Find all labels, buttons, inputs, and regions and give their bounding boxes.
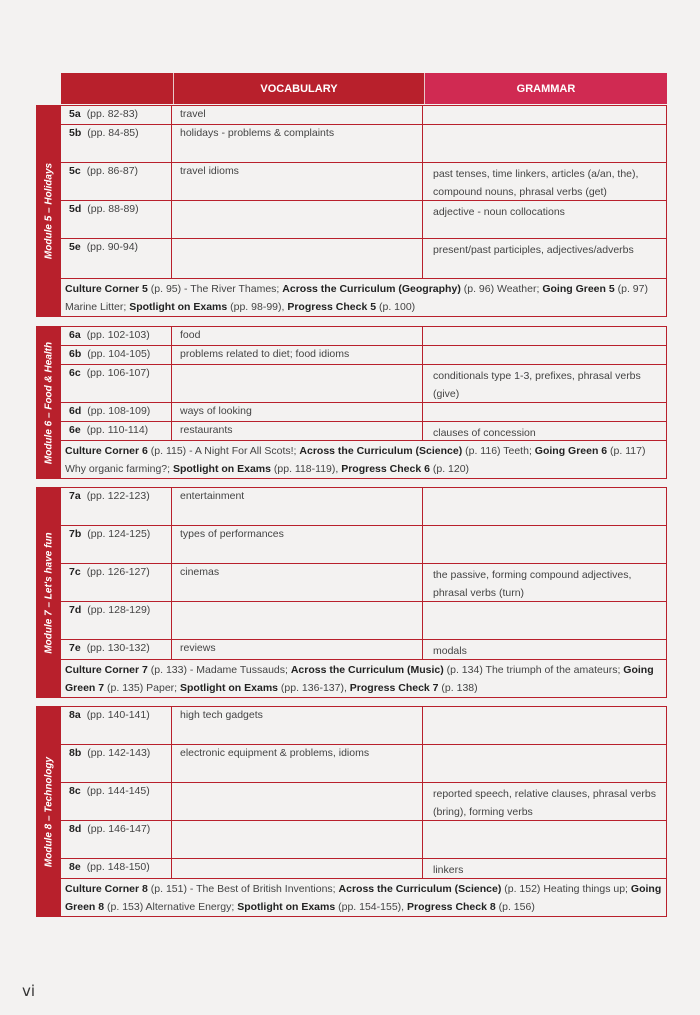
table-row — [61, 640, 667, 660]
unit-cell — [61, 106, 172, 124]
table-row — [61, 403, 667, 422]
page-number: vi — [22, 982, 36, 1000]
grammar-cell — [423, 707, 667, 744]
vocabulary-cell: reviews — [172, 640, 423, 659]
culture-heading: Culture Corner 7 — [65, 664, 148, 676]
culture-text: (p. 100) — [376, 301, 416, 313]
vocabulary-cell: travel idioms — [172, 163, 423, 200]
table-row — [61, 602, 667, 640]
table-row — [61, 105, 667, 125]
grammar-cell — [423, 327, 667, 345]
unit-pages: (pp. 148-150) — [86, 861, 150, 873]
table-row — [61, 346, 667, 365]
unit-pages: (pp. 90-94) — [86, 241, 139, 253]
vocabulary-cell — [172, 602, 423, 639]
culture-text: (p. 153) Alternative Energy; — [104, 901, 238, 913]
vocabulary-cell: restaurants — [172, 422, 423, 440]
module-table — [61, 105, 667, 317]
culture-heading: Going Green 7 — [65, 664, 654, 694]
table-row — [61, 239, 667, 279]
table-row — [61, 326, 667, 346]
unit-label: 5b — [69, 127, 82, 139]
grammar-cell: modals — [423, 640, 667, 659]
grammar-cell: linkers — [423, 859, 667, 878]
culture-text: (p. 115) - A Night For All Scots!; — [147, 445, 300, 457]
culture-heading: Spotlight on Exams — [237, 901, 336, 913]
vocabulary-cell — [172, 859, 423, 878]
table-row — [61, 783, 667, 821]
unit-label: 8d — [69, 823, 82, 835]
vocabulary-cell — [172, 365, 423, 402]
table-row — [61, 859, 667, 879]
unit-cell — [61, 745, 172, 782]
culture-text: (pp. 154-155), — [335, 901, 407, 913]
grammar-cell — [423, 745, 667, 782]
unit-cell — [61, 526, 172, 563]
unit-cell — [61, 640, 172, 659]
grammar-cell — [423, 106, 667, 124]
unit-pages: (pp. 122-123) — [86, 490, 150, 502]
unit-cell — [61, 422, 172, 440]
table-row — [61, 564, 667, 602]
unit-pages: (pp. 82-83) — [86, 108, 139, 120]
culture-heading: Going Green 8 — [65, 883, 662, 913]
vocabulary-cell — [172, 239, 423, 278]
table-row — [61, 422, 667, 441]
unit-label: 8a — [69, 709, 81, 721]
unit-cell — [61, 707, 172, 744]
unit-pages: (pp. 124-125) — [87, 528, 151, 540]
module-title: Module 6 – Food & Health — [43, 341, 54, 464]
unit-pages: (pp. 128-129) — [87, 604, 151, 616]
unit-cell — [61, 859, 172, 878]
table-header — [61, 73, 667, 104]
vocabulary-cell — [172, 821, 423, 858]
culture-heading: Progress Check 5 — [287, 301, 377, 313]
culture-heading: Culture Corner 8 — [65, 883, 148, 895]
vocabulary-cell: types of performances — [172, 526, 423, 563]
unit-pages: (pp. 140-141) — [86, 709, 150, 721]
unit-pages: (pp. 146-147) — [87, 823, 151, 835]
grammar-cell: clauses of concession — [423, 422, 667, 440]
table-row — [61, 487, 667, 526]
unit-cell — [61, 125, 172, 162]
culture-text: (pp. 136-137), — [278, 682, 350, 694]
unit-label: 5c — [69, 165, 81, 177]
unit-cell — [61, 564, 172, 601]
culture-corner-row — [61, 279, 667, 316]
unit-pages: (pp. 144-145) — [86, 785, 150, 797]
module-table — [61, 487, 667, 698]
culture-heading: Across the Curriculum (Geography) — [282, 283, 461, 295]
culture-corner-row — [61, 879, 667, 916]
unit-cell — [61, 403, 172, 421]
unit-cell — [61, 163, 172, 200]
culture-heading: Across the Curriculum (Science) — [299, 445, 463, 457]
unit-label: 5d — [69, 203, 82, 215]
culture-heading: Culture Corner 5 — [65, 283, 148, 295]
vocabulary-cell: travel — [172, 106, 423, 124]
culture-corner-row — [61, 660, 667, 697]
module-table — [61, 326, 667, 479]
table-row — [61, 526, 667, 564]
culture-heading: Culture Corner 6 — [65, 445, 148, 457]
table-row — [61, 821, 667, 859]
vocabulary-cell: food — [172, 327, 423, 345]
unit-pages: (pp. 84-85) — [87, 127, 139, 139]
culture-text: (pp. 98-99), — [227, 301, 288, 313]
unit-pages: (pp. 108-109) — [87, 405, 151, 417]
vocabulary-cell: problems related to diet; food idioms — [172, 346, 423, 364]
module-title: Module 5 – Holidays — [43, 162, 54, 260]
unit-label: 6b — [69, 348, 82, 360]
grammar-cell — [423, 526, 667, 563]
vocabulary-cell — [172, 201, 423, 238]
vocabulary-cell — [172, 783, 423, 820]
unit-cell — [61, 488, 172, 525]
unit-cell — [61, 821, 172, 858]
unit-cell — [61, 365, 172, 402]
unit-pages: (pp. 104-105) — [87, 348, 151, 360]
grammar-cell — [423, 403, 667, 421]
culture-text: (p. 97) Marine Litter; — [65, 283, 648, 313]
unit-cell — [61, 327, 172, 345]
vocabulary-cell: cinemas — [172, 564, 423, 601]
grammar-cell: past tenses, time linkers, articles (a/an, the), compound nouns, phrasal verbs (get) — [423, 163, 667, 200]
vocabulary-cell: holidays - problems & complaints — [172, 125, 423, 162]
unit-label: 5e — [69, 241, 81, 253]
unit-label: 8e — [69, 861, 81, 873]
grammar-cell — [423, 602, 667, 639]
culture-heading: Across the Curriculum (Music) — [290, 664, 444, 676]
unit-label: 6a — [69, 329, 81, 341]
culture-text: (p. 116) Teeth; — [462, 445, 535, 457]
unit-pages: (pp. 106-107) — [86, 367, 150, 379]
culture-heading: Going Green 6 — [534, 445, 608, 457]
vocabulary-cell: electronic equipment & problems, idioms — [172, 745, 423, 782]
module-title: Module 8 – Technology — [43, 756, 54, 867]
unit-pages: (pp. 110-114) — [86, 424, 149, 436]
culture-text: (p. 120) — [429, 463, 470, 475]
culture-text: (p. 133) - Madame Tussauds; — [147, 664, 291, 676]
unit-pages: (pp. 126-127) — [86, 566, 150, 578]
table-row — [61, 125, 667, 163]
culture-text: (p. 134) The triumph of the amateurs; — [443, 664, 624, 676]
unit-cell — [61, 239, 172, 278]
header-blank-cell — [61, 73, 174, 104]
culture-text: (p. 96) Weather; — [460, 283, 543, 295]
culture-heading: Progress Check 7 — [349, 682, 439, 694]
module-title: Module 7 – Let's have fun — [43, 531, 54, 654]
culture-heading: Spotlight on Exams — [129, 301, 228, 313]
table-row — [61, 201, 667, 239]
unit-label: 6c — [69, 367, 81, 379]
unit-label: 8b — [69, 747, 82, 759]
unit-pages: (pp. 130-132) — [86, 642, 150, 654]
culture-text: (p. 138) — [438, 682, 478, 694]
culture-heading: Spotlight on Exams — [172, 463, 271, 475]
culture-heading: Progress Check 6 — [341, 463, 430, 475]
module-table — [61, 706, 667, 917]
vocabulary-cell: entertainment — [172, 488, 423, 525]
module-side-label — [36, 105, 61, 317]
culture-heading: Progress Check 8 — [407, 901, 496, 913]
unit-label: 7b — [69, 528, 82, 540]
culture-text: (pp. 118-119), — [270, 463, 342, 475]
grammar-cell — [423, 488, 667, 525]
unit-cell — [61, 602, 172, 639]
culture-text: (p. 156) — [495, 901, 535, 913]
unit-label: 7d — [69, 604, 82, 616]
grammar-cell: reported speech, relative clauses, phrasal verbs (bring), forming verbs — [423, 783, 667, 820]
unit-pages: (pp. 102-103) — [86, 329, 150, 341]
unit-cell — [61, 346, 172, 364]
table-row — [61, 745, 667, 783]
unit-label: 8c — [69, 785, 81, 797]
unit-label: 7c — [69, 566, 81, 578]
culture-text: (p. 152) Heating things up; — [501, 883, 631, 895]
module-section — [36, 706, 667, 917]
module-section — [36, 487, 667, 698]
grammar-cell — [423, 821, 667, 858]
culture-heading: Going Green 5 — [542, 283, 615, 295]
culture-text: (p. 95) - The River Thames; — [147, 283, 283, 295]
culture-text: (p. 135) Paper; — [104, 682, 180, 694]
grammar-cell: adjective - noun collocations — [423, 201, 667, 238]
module-side-label — [36, 487, 61, 698]
culture-heading: Across the Curriculum (Science) — [338, 883, 502, 895]
culture-corner-row — [61, 441, 667, 478]
unit-cell — [61, 783, 172, 820]
module-section — [36, 326, 667, 479]
grammar-cell: present/past participles, adjectives/adverbs — [423, 239, 667, 278]
unit-label: 6d — [69, 405, 82, 417]
module-side-label — [36, 706, 61, 917]
grammar-cell: the passive, forming compound adjectives, phrasal verbs (turn) — [423, 564, 667, 601]
unit-label: 7e — [69, 642, 81, 654]
unit-pages: (pp. 86-87) — [86, 165, 139, 177]
grammar-header: GRAMMAR — [425, 73, 667, 104]
culture-heading: Spotlight on Exams — [179, 682, 278, 694]
vocabulary-cell: high tech gadgets — [172, 707, 423, 744]
culture-text: (p. 117) Why organic farming?; — [65, 445, 646, 475]
grammar-cell: conditionals type 1-3, prefixes, phrasal verbs (give) — [423, 365, 667, 402]
grammar-cell — [423, 346, 667, 364]
unit-pages: (pp. 88-89) — [87, 203, 139, 215]
unit-cell — [61, 201, 172, 238]
unit-label: 5a — [69, 108, 81, 120]
vocabulary-header: VOCABULARY — [174, 73, 425, 104]
unit-pages: (pp. 142-143) — [87, 747, 151, 759]
module-section — [36, 105, 667, 317]
unit-label: 7a — [69, 490, 81, 502]
grammar-cell — [423, 125, 667, 162]
culture-text: (p. 151) - The Best of British Inventions; — [147, 883, 339, 895]
unit-label: 6e — [69, 424, 81, 436]
vocabulary-cell: ways of looking — [172, 403, 423, 421]
module-side-label — [36, 326, 61, 479]
table-row — [61, 706, 667, 745]
table-row — [61, 365, 667, 403]
table-row — [61, 163, 667, 201]
